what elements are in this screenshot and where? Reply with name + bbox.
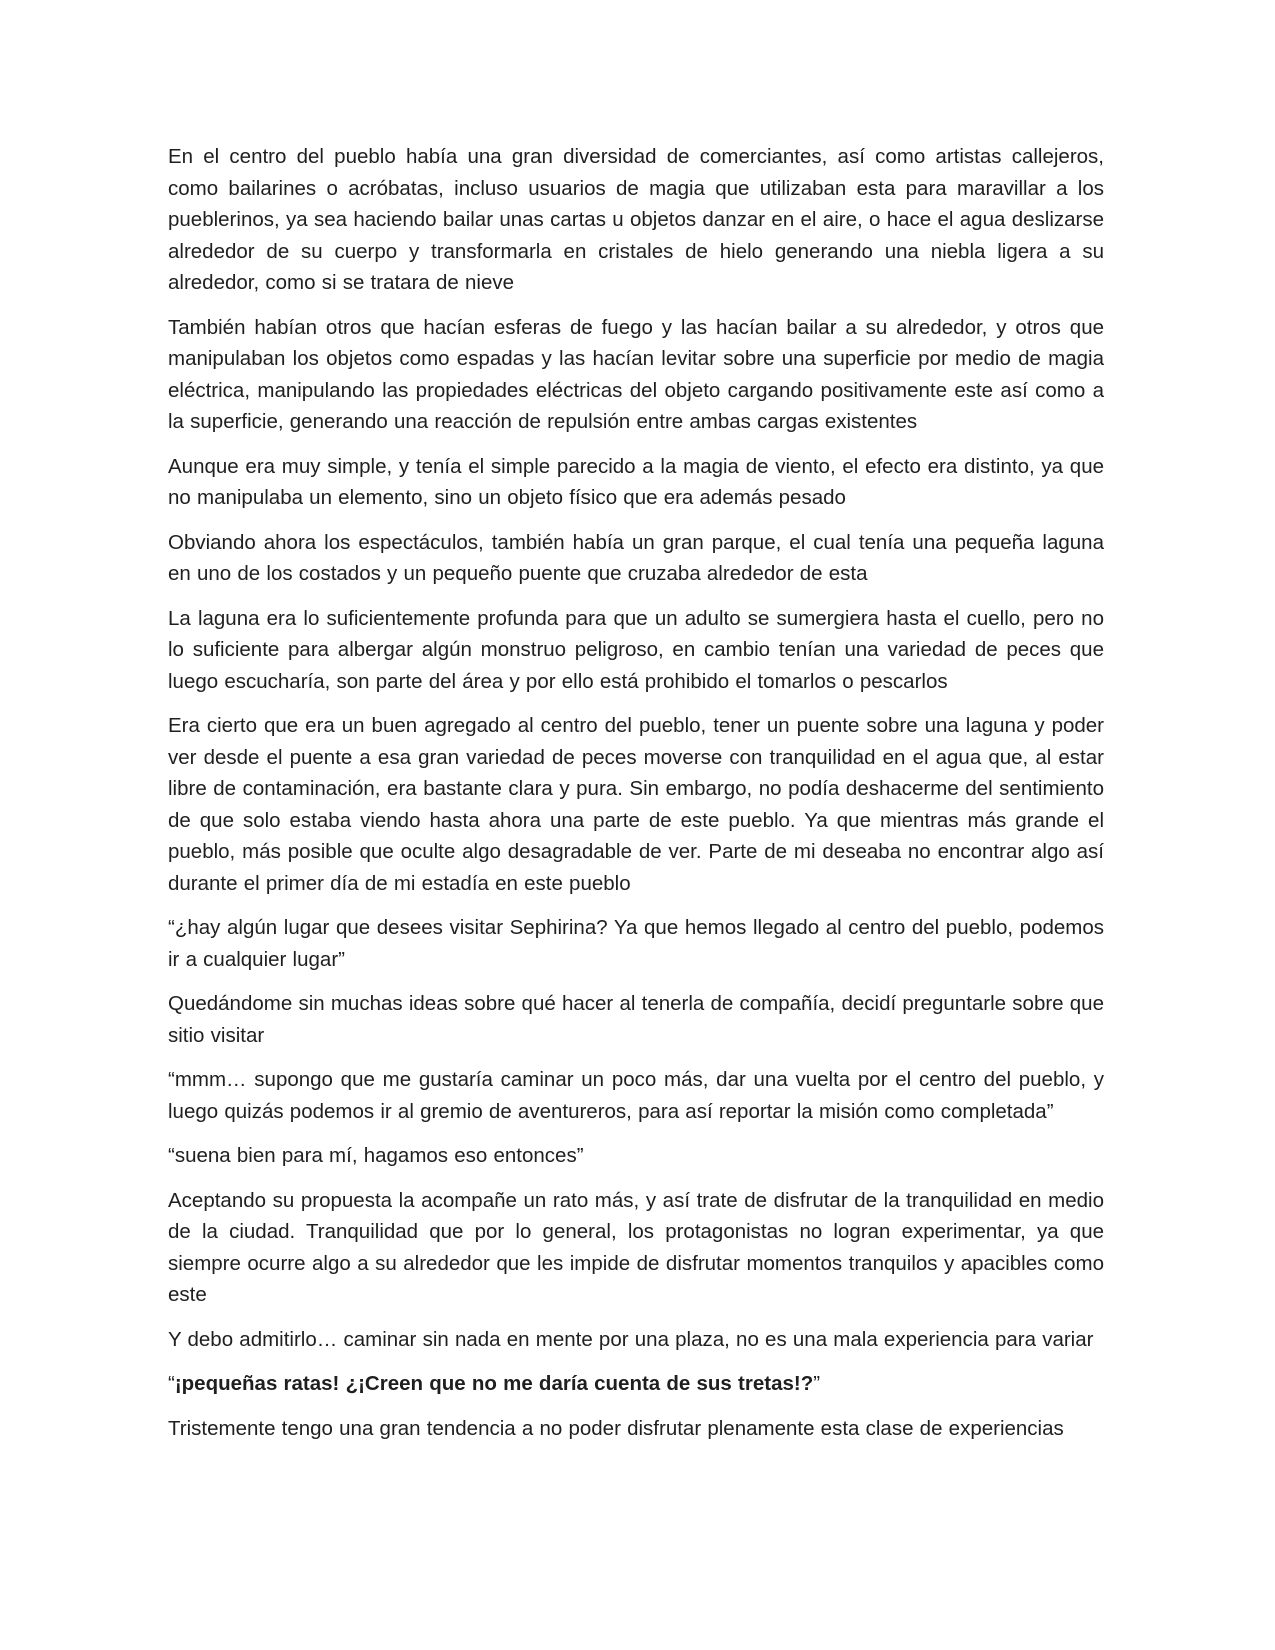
paragraph-10-dialogue: “suena bien para mí, hagamos eso entonces”: [168, 1144, 584, 1167]
paragraph-11: Aceptando su propuesta la acompañe un rato más, y así trate de disfrutar de la tranquilidad en medio de la ciudad. Tranquilidad que por lo general, los protagonistas no logran experimentar, ya que siempre ocurre algo a su alrededor que les impide de disfrutar momentos tranquilos y apacibles como este: [168, 1188, 1104, 1306]
paragraph-4: Obviando ahora los espectáculos, también había un gran parque, el cual tenía una pequeña laguna en uno de los costados y un pequeño puente que cruzaba alrededor de esta: [168, 530, 1104, 585]
quote-open-mark: “: [168, 1372, 175, 1395]
paragraph-2: También habían otros que hacían esferas de fuego y las hacían bailar a su alrededor, y otros que manipulaban los objetos como espadas y las hacían levitar sobre una superficie por medio de magia eléctrica, manipulando las propiedades eléctricas del objeto cargando positivamente este así como a la superficie, generando una reacción de repulsión entre ambas cargas existentes: [168, 315, 1104, 433]
paragraph-14: Tristemente tengo una gran tendencia a no poder disfrutar plenamente esta clase de experiencias: [168, 1416, 1064, 1440]
bold-dialogue-text: ¡pequeñas ratas! ¿¡Creen que no me daría cuenta de sus tretas!?: [174, 1372, 814, 1395]
paragraph-3: Aunque era muy simple, y tenía el simple parecido a la magia de viento, el efecto era distinto, ya que no manipulaba un elemento, sino un objeto físico que era además pesado: [168, 454, 1104, 509]
paragraph-8: Quedándome sin muchas ideas sobre qué hacer al tenerla de compañía, decidí preguntarle sobre que sitio visitar: [168, 992, 1104, 1047]
paragraph-1: En el centro del pueblo había una gran diversidad de comerciantes, así como artistas callejeros, como bailarines o acróbatas, incluso usuarios de magia que utilizaban esta para maravillar a los pueblerinos, ya sea haciendo bailar unas cartas u objetos danzar en el aire, o hace el agua deslizarse alrededor de su cuerpo y transformarla en cristales de hielo generando una niebla ligera a su alrededor, como si se tratara de nieve: [168, 145, 1104, 294]
paragraph-5: La laguna era lo suficientemente profunda para que un adulto se sumergiera hasta el cuello, pero no lo suficiente para albergar algún monstruo peligroso, en cambio tenían una variedad de peces que luego escucharía, son parte del área y por ello está prohibido el tomarlos o pescarlos: [168, 606, 1104, 693]
paragraph-6: Era cierto que era un buen agregado al centro del pueblo, tener un puente sobre una laguna y poder ver desde el puente a esa gran variedad de peces moverse con tranquilidad en el agua que, al estar libre de contaminación, era bastante clara y pura. Sin embargo, no podía deshacerme del sentimiento de que solo estaba viendo hasta ahora una parte de este pueblo. Ya que mientras más grande el pueblo, más posible que oculte algo desagradable de ver. Parte de mi deseaba no encontrar algo así durante el primer día de mi estadía en este pueblo: [168, 714, 1104, 895]
paragraph-13-dialogue-bold: [168, 1368, 1104, 1400]
paragraph-12: Y debo admitirlo… caminar sin nada en mente por una plaza, no es una mala experiencia para variar: [168, 1327, 1094, 1351]
paragraph-9-dialogue: “mmm… supongo que me gustaría caminar un poco más, dar una vuelta por el centro del pueblo, y luego quizás podemos ir al gremio de aventureros, para así reportar la misión como completada”: [168, 1068, 1104, 1123]
paragraph-7-dialogue: “¿hay algún lugar que desees visitar Sephirina? Ya que hemos llegado al centro del pueblo, podemos ir a cualquier lugar”: [168, 916, 1104, 971]
quote-close-mark: ”: [813, 1372, 821, 1395]
